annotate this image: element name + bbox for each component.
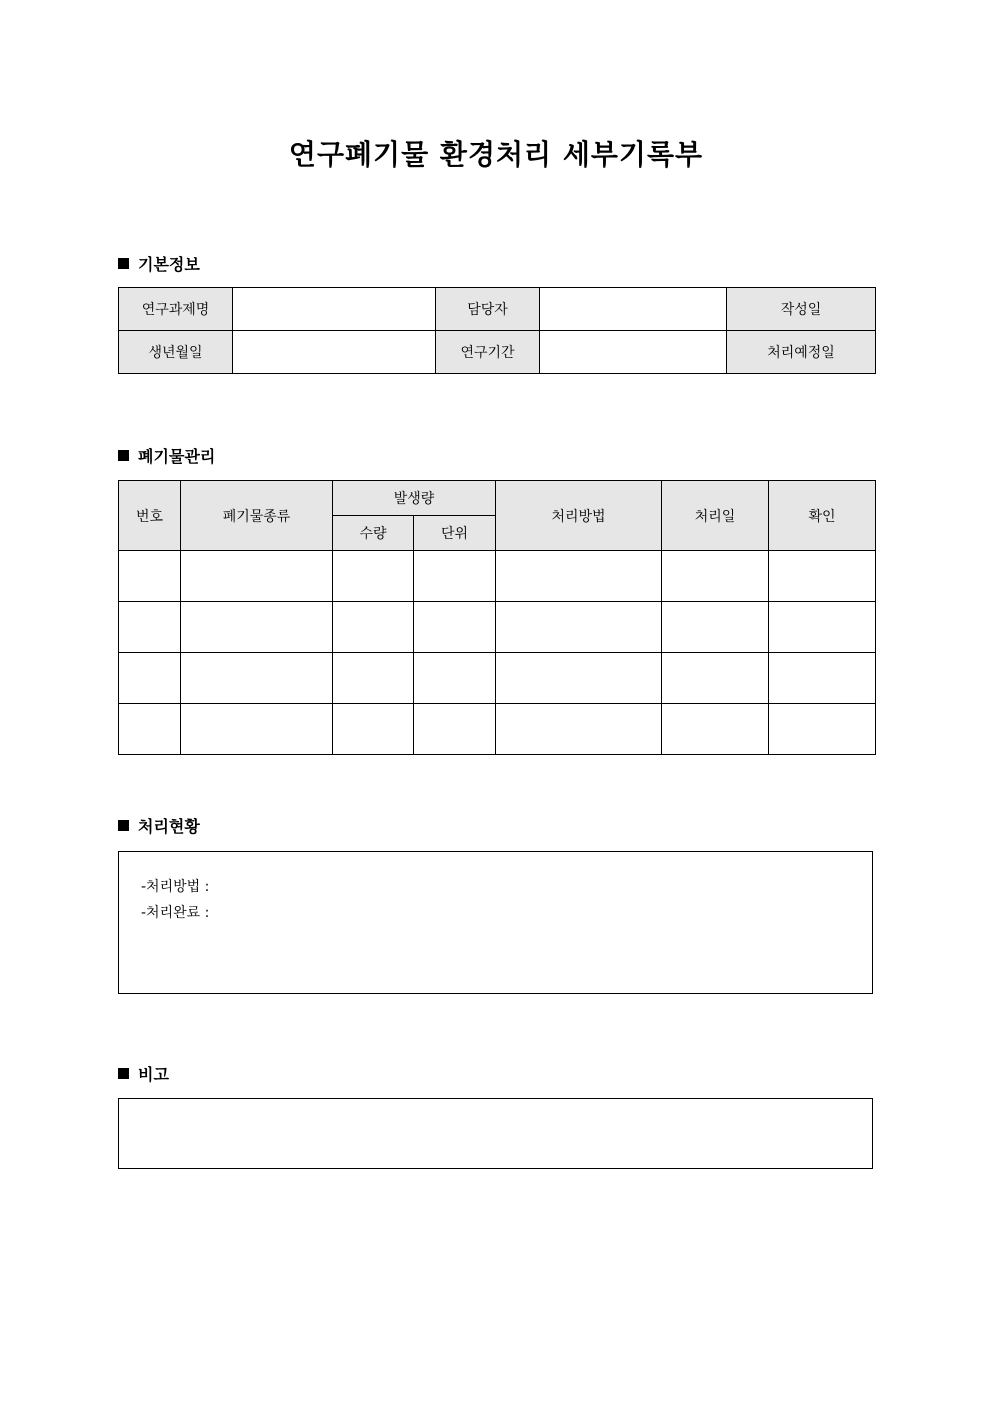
section-heading-label: 비고 xyxy=(138,1065,169,1084)
cell-unit[interactable] xyxy=(414,602,496,653)
cell-unit[interactable] xyxy=(414,653,496,704)
cell-waste-type[interactable] xyxy=(181,704,333,755)
table-row xyxy=(119,653,876,704)
cell-waste-type[interactable] xyxy=(181,653,333,704)
cell-confirm[interactable] xyxy=(769,704,876,755)
field-label-scheduled-treatment-date: 처리예정일 xyxy=(727,331,876,374)
section-heading-treatment-status xyxy=(118,814,200,837)
cell-unit[interactable] xyxy=(414,704,496,755)
cell-treatment-date[interactable] xyxy=(662,704,769,755)
column-header-amount-group: 발생량 xyxy=(333,481,496,516)
field-value-birth-date[interactable] xyxy=(233,331,436,374)
bullet-square-icon xyxy=(118,1068,129,1079)
column-header-quantity: 수량 xyxy=(333,516,414,551)
cell-quantity[interactable] xyxy=(333,551,414,602)
column-header-treatment-method: 처리방법 xyxy=(496,481,662,551)
treatment-status-line-method: -처리방법 : xyxy=(141,879,210,895)
section-heading-basic-info xyxy=(118,252,200,275)
bullet-square-icon xyxy=(118,450,129,461)
section-heading-waste-management xyxy=(118,444,215,467)
cell-confirm[interactable] xyxy=(769,653,876,704)
field-label-research-period: 연구기간 xyxy=(436,331,540,374)
cell-no[interactable] xyxy=(119,704,181,755)
field-value-manager[interactable] xyxy=(540,288,727,331)
remarks-box[interactable] xyxy=(118,1098,873,1169)
treatment-status-box[interactable] xyxy=(118,851,873,994)
table-header-row xyxy=(119,481,876,516)
cell-treatment-date[interactable] xyxy=(662,653,769,704)
field-label-project-name: 연구과제명 xyxy=(119,288,233,331)
table-row xyxy=(119,288,876,331)
table-row xyxy=(119,602,876,653)
cell-quantity[interactable] xyxy=(333,653,414,704)
table-row xyxy=(119,331,876,374)
section-heading-remarks xyxy=(118,1062,169,1085)
cell-treatment-method[interactable] xyxy=(496,551,662,602)
basic-info-table xyxy=(118,287,876,374)
column-header-no: 번호 xyxy=(119,481,181,551)
cell-confirm[interactable] xyxy=(769,551,876,602)
cell-no[interactable] xyxy=(119,551,181,602)
column-header-confirm: 확인 xyxy=(769,481,876,551)
cell-quantity[interactable] xyxy=(333,704,414,755)
cell-no[interactable] xyxy=(119,602,181,653)
table-row xyxy=(119,551,876,602)
table-row xyxy=(119,704,876,755)
cell-treatment-method[interactable] xyxy=(496,704,662,755)
cell-waste-type[interactable] xyxy=(181,551,333,602)
waste-management-table xyxy=(118,480,876,755)
field-label-birth-date: 생년월일 xyxy=(119,331,233,374)
bullet-square-icon xyxy=(118,258,129,269)
field-value-research-period[interactable] xyxy=(540,331,727,374)
column-header-unit: 단위 xyxy=(414,516,496,551)
cell-treatment-date[interactable] xyxy=(662,602,769,653)
cell-treatment-method[interactable] xyxy=(496,602,662,653)
cell-treatment-method[interactable] xyxy=(496,653,662,704)
field-label-written-date: 작성일 xyxy=(727,288,876,331)
cell-quantity[interactable] xyxy=(333,602,414,653)
page-title: 연구폐기물 환경처리 세부기록부 xyxy=(288,138,704,171)
bullet-square-icon xyxy=(118,820,129,831)
section-heading-label: 기본정보 xyxy=(138,255,200,274)
cell-no[interactable] xyxy=(119,653,181,704)
section-heading-label: 폐기물관리 xyxy=(138,447,216,466)
section-heading-label: 처리현황 xyxy=(138,817,200,836)
column-header-waste-type: 폐기물종류 xyxy=(181,481,333,551)
field-value-project-name[interactable] xyxy=(233,288,436,331)
cell-treatment-date[interactable] xyxy=(662,551,769,602)
treatment-status-line-completed: -처리완료 : xyxy=(141,905,210,921)
cell-unit[interactable] xyxy=(414,551,496,602)
field-label-manager: 담당자 xyxy=(436,288,540,331)
cell-confirm[interactable] xyxy=(769,602,876,653)
column-header-treatment-date: 처리일 xyxy=(662,481,769,551)
cell-waste-type[interactable] xyxy=(181,602,333,653)
